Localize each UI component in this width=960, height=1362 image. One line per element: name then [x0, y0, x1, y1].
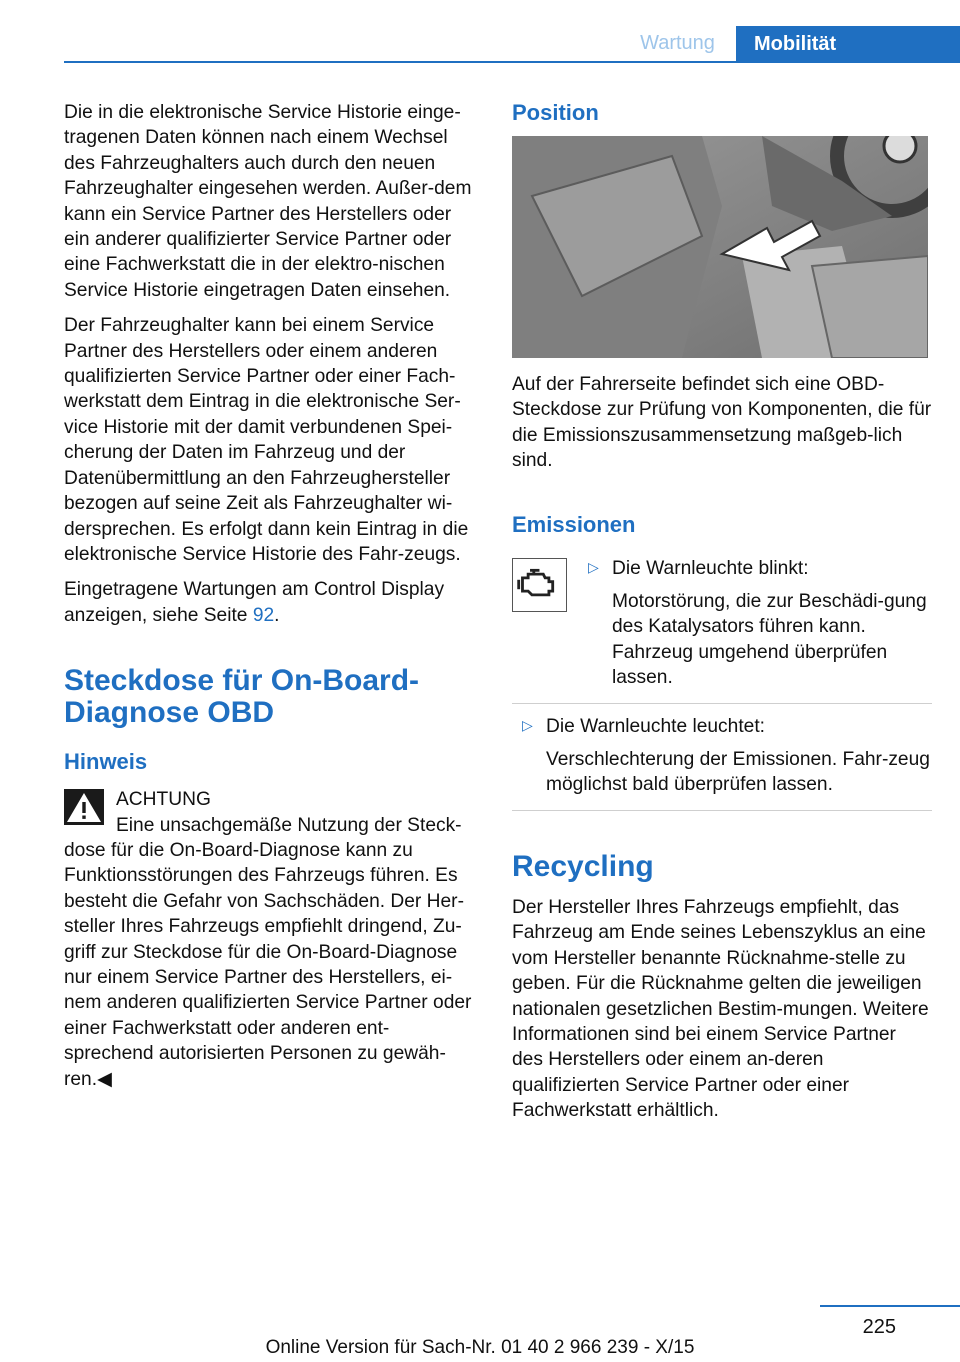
- obd-location-photo: [512, 136, 928, 358]
- left-column: [64, 100, 478, 1092]
- list-divider: [512, 703, 932, 704]
- warning-block: [64, 787, 478, 812]
- emission-warnings: [512, 556, 932, 811]
- paragraph-text: Eingetragene Wartungen am Control Display anzeigen, siehe Seite: [64, 579, 445, 626]
- warning-label: ACHTUNG: [116, 789, 211, 811]
- list-divider: [512, 810, 932, 811]
- section-title-recycling: Recycling: [512, 849, 654, 883]
- page-number: 225: [862, 1316, 896, 1338]
- paragraph-objection: Der Fahrzeughalter kann bei einem Service Partner des Herstellers oder einem anderen qualifizierten Service Partner oder einer Fach‐werkstatt dem Eintrag in die elektronische Ser‐vice Historie mit der damit verbundenen Spei‐cherung der Daten im Fahrzeug und der Datenübermittlung an den Fahrzeughersteller bezogen auf seine Zeit als Fahrzeughalter wi‐dersprechen. Es erfolgt dann kein Eintrag in die elektronische Service Historie des Fahr‐zeugs.: [64, 315, 469, 565]
- page-link[interactable]: 92: [252, 604, 275, 626]
- warning-text: Eine unsachgemäße Nutzung der Steck‐dose für die On-Board-Diagnose kann zu Funktionsstörungen des Fahrzeugs führen. Es besteht die Gefahr von Sachschäden. Der Her‐steller Ihres Fahrzeugs empfiehlt dringend, Zu‐griff zur Steckdose für die On-Board-Diagnose nur einem Service Partner des Herstellers, ei‐nem anderen qualifizierten Service Partner oder einer Fachwerkstatt oder anderen ent‐sprechend autorisierten Personen zu gewäh‐ren.◀: [64, 814, 472, 1090]
- subsection-title-emissionen: Emissionen: [512, 511, 636, 537]
- recycling-text: Der Hersteller Ihres Fahrzeugs empfiehlt, das Fahrzeug am Ende seines Lebenszyklus an eine vom Hersteller benannte Rücknahme‐stelle zu geben. Für die Rücknahme gelten die jeweiligen nationalen gesetzlichen Bestim‐mungen. Weitere Informationen sind bei einem Service Partner des Herstellers oder einem an‐deren qualifizierten Service Partner oder einer Fachwerkstatt erhältlich.: [512, 896, 929, 1122]
- page-number-rule: [820, 1305, 960, 1307]
- tab-wartung[interactable]: Wartung: [640, 32, 715, 54]
- list-item-lights: [512, 714, 932, 798]
- subsection-title-position: Position: [512, 100, 599, 125]
- warning-triangle-icon: [64, 789, 104, 825]
- footer-text: Online Version für Sach-Nr. 01 40 2 966 239 - X/15: [265, 1337, 695, 1358]
- obd-photo-illustration: [512, 136, 928, 358]
- header-rule: [64, 61, 960, 63]
- subsection-title-hinweis: Hinweis: [64, 749, 148, 775]
- list-item-blinks: [578, 556, 932, 691]
- paragraph-service-history: Die in die elektronische Service Historie einge‐tragenen Daten können nach einem Wechsel des Fahrzeughalters auch durch den neuen Fahrzeughalter eingesehen werden. Außer‐dem kann ein Service Partner des Herstellers oder ein anderer qualifizierter Service Partner oder eine Fachwerkstatt die in der elektro‐nischen Service Historie eingetragen Daten einsehen.: [64, 102, 472, 301]
- list-item-title: Die Warnleuchte leuchtet:: [546, 715, 765, 737]
- paragraph-control-display: [64, 577, 478, 628]
- list-item-title: Die Warnleuchte blinkt:: [612, 557, 809, 579]
- section-title-obd: Steckdose für On-Board-Diagnose OBD: [64, 664, 420, 730]
- list-bullet-icon: ▷: [588, 558, 599, 575]
- list-item-text: Verschlechterung der Emissionen. Fahr‐zeug möglichst bald überprüfen lassen.: [546, 749, 930, 796]
- engine-warning-icon: [512, 558, 567, 612]
- list-item-text: Motorstörung, die zur Beschädi‐gung des Katalysators führen kann. Fahrzeug umgehend überprüfen lassen.: [612, 591, 927, 689]
- position-text: Auf der Fahrerseite befindet sich eine OBD-Steckdose zur Prüfung von Komponenten, die für die Emissionszusammensetzung maßgeb‐lich sind.: [512, 374, 932, 472]
- tab-mobilitaet[interactable]: Mobilität: [736, 26, 960, 63]
- paragraph-end: .: [274, 604, 280, 626]
- right-column: [512, 100, 932, 1124]
- list-bullet-icon: ▷: [522, 716, 533, 733]
